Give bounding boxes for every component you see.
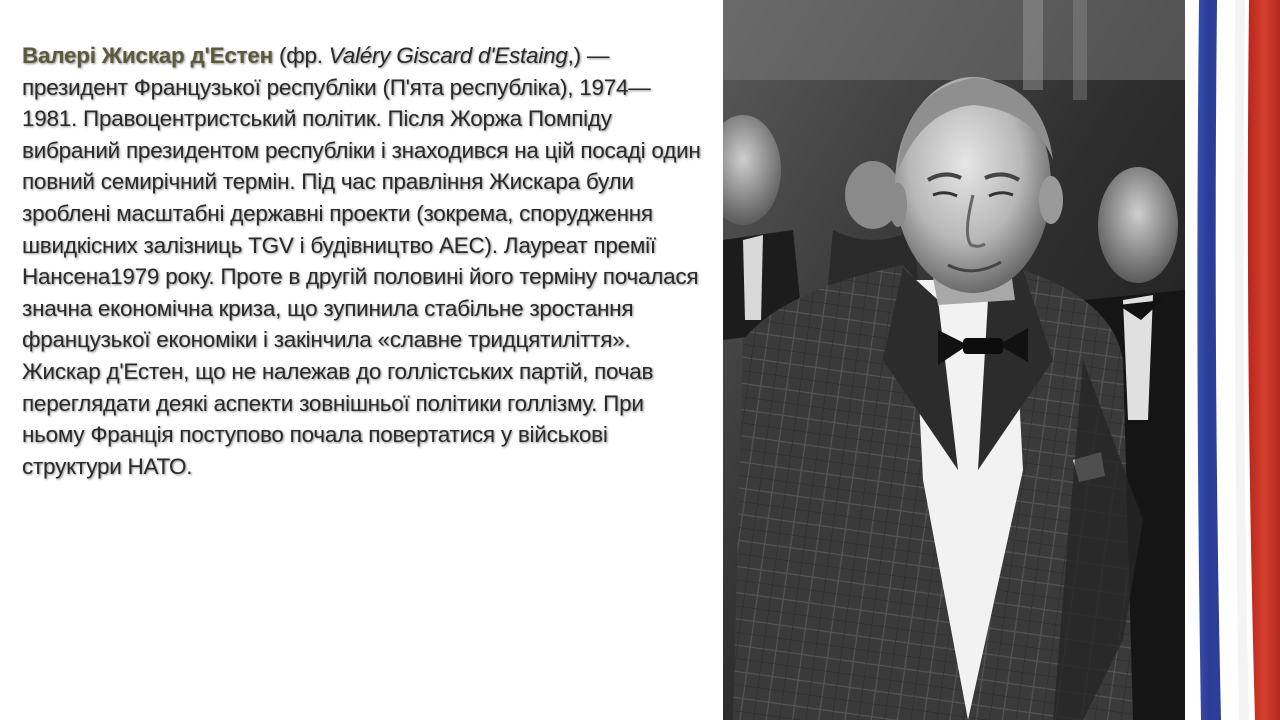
french-prefix: (фр. xyxy=(273,43,329,68)
biography-text xyxy=(22,40,702,482)
french-name: Valéry Giscard d'Estaing xyxy=(328,43,568,68)
person-name: Валері Жискар д'Естен xyxy=(22,43,273,68)
portrait-photo xyxy=(723,0,1185,720)
portrait-image xyxy=(723,0,1185,720)
flag-stripe xyxy=(1185,0,1280,720)
paragraph-foreign-policy: Жискар д'Естен, що не належав до голлістських партій, почав переглядати деякі аспекти зовнішньої політики голлізму. При ньому Франція поступово почала повертатися у військові структури НАТО. xyxy=(22,358,654,479)
paragraph-main xyxy=(22,40,702,356)
flag-icon xyxy=(1185,0,1280,720)
paragraph-main-body: ,) — президент Французької республіки (П'ята республіка), 1974—1981. Правоцентристський політик. Після Жоржа Помпіду вибраний президентом республіки і знаходився на цій посаді один повний семирічний термін. Під час правління Жискара були зроблені масштабні державні проекти (зокрема, спорудження швидкісних залізниць TGV і будівництво АЕС). Лауреат премії Нансена1979 року. Проте в другій половині його терміну почалася значна економічна криза, що зупинила стабільне зростання французької економіки і закінчила «славне тридцятиліття». xyxy=(22,43,701,353)
